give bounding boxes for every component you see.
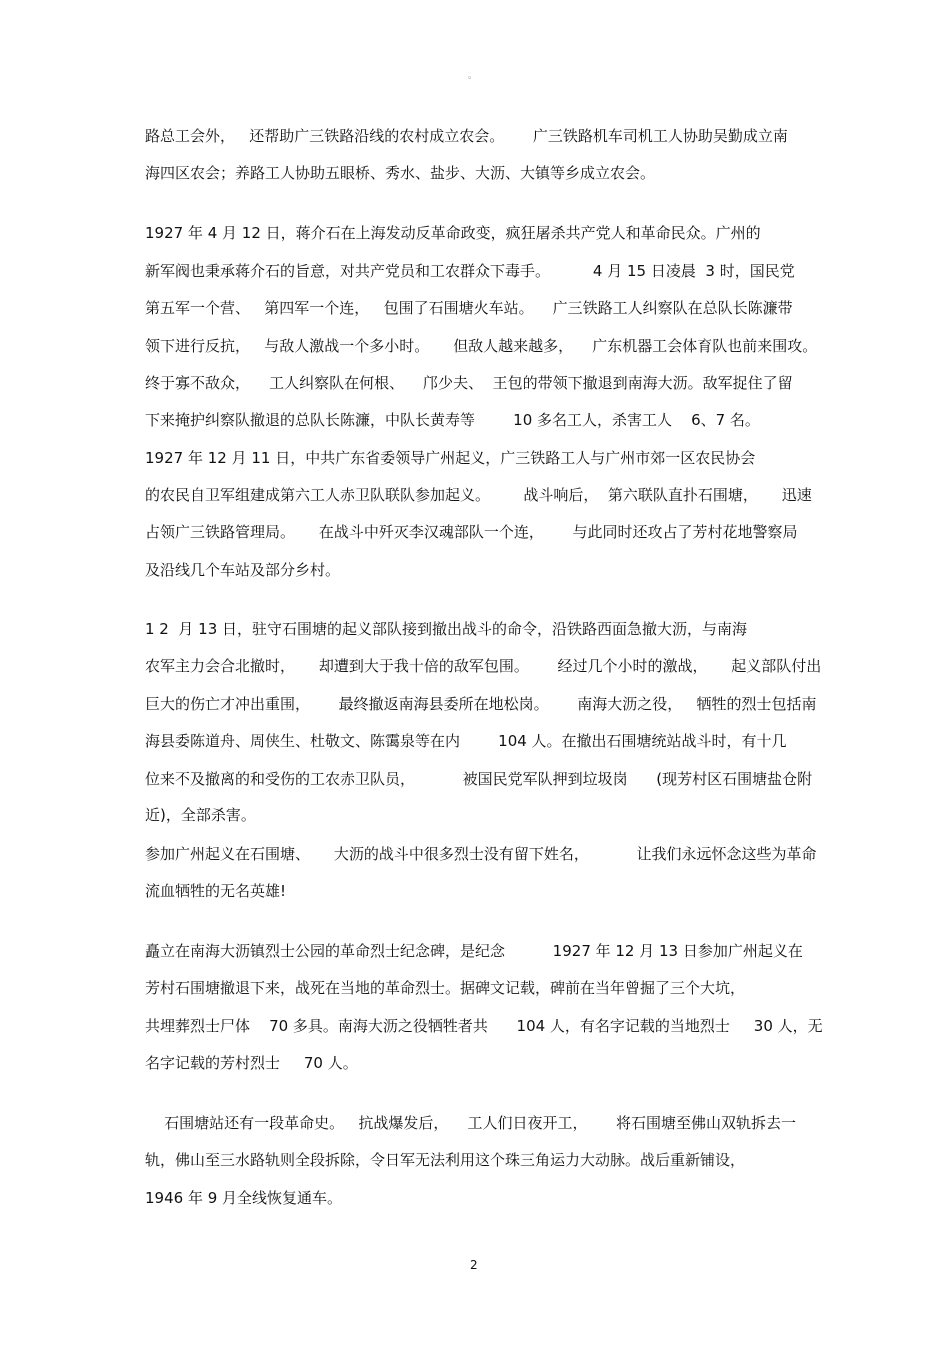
paragraph-line: 下来掩护纠察队撤退的总队长陈濂，中队长黄寿等 10 多名工人，杀害工人 6、7 名。: [145, 411, 760, 429]
paragraph-line: 流血牺牲的无名英雄!: [145, 882, 287, 900]
paragraph-line: 石围塘站还有一段革命史。 抗战爆发后， 工人们日夜开工， 将石围塘至佛山双轨拆去一: [145, 1114, 797, 1132]
page-number: 2: [470, 1258, 478, 1272]
paragraph-line: 领下进行反抗， 与敌人激战一个多小时。 但敌人越来越多， 广东机器工会体育队也前来围攻。: [145, 337, 818, 355]
paragraph-line: 1 2 月 13 日，驻守石围塘的起义部队接到撤出战斗的命令，沿铁路西面急撤大沥，与南海: [145, 620, 748, 638]
paragraph-line: 参加广州起义在石围塘、 大沥的战斗中很多烈士没有留下姓名， 让我们永远怀念这些为革命: [145, 845, 817, 863]
paragraph-line: 占领广三铁路管理局。 在战斗中歼灭李汉魂部队一个连， 与此同时还攻占了芳村花地警察局: [145, 523, 798, 541]
paragraph-line: 1946 年 9 月全线恢复通车。: [145, 1189, 343, 1207]
paragraph-line: 轨，佛山至三水路轨则全段拆除，令日军无法利用这个珠三角运力大动脉。战后重新铺设，: [145, 1151, 746, 1169]
paragraph-line: 新军阀也秉承蒋介石的旨意，对共产党员和工农群众下毒手。 4 月 15 日凌晨 3 时，国民党: [145, 262, 795, 280]
paragraph-line: 芳村石围塘撤退下来，战死在当地的革命烈士。据碑文记载，碑前在当年曾掘了三个大坑，: [145, 979, 746, 997]
paragraph-line: 矗立在南海大沥镇烈士公园的革命烈士纪念碑，是纪念 1927 年 12 月 13 日参加广州起义在: [145, 942, 803, 960]
paragraph-line: 终于寡不敌众， 工人纠察队在何根、 邝少夫、 王包的带领下撤退到南海大沥。敌军捉住了留: [145, 374, 793, 392]
paragraph-line: 及沿线几个车站及部分乡村。: [145, 561, 341, 579]
paragraph-line: 巨大的伤亡才冲出重围， 最终撤返南海县委所在地松岗。 南海大沥之役， 牺牲的烈士包括南: [145, 695, 817, 713]
paragraph-line: 共埋葬烈士尸体 70 多具。南海大沥之役牺牲者共 104 人，有名字记载的当地烈士 30 人，无: [145, 1017, 823, 1035]
paragraph-line: 路总工会外， 还帮助广三铁路沿线的农村成立农会。 广三铁路机车司机工人协助吴勤成立南: [145, 127, 788, 145]
paragraph-line: 1927 年 4 月 12 日，蒋介石在上海发动反革命政变，疯狂屠杀共产党人和革命民众。广州的: [145, 224, 761, 242]
paragraph-line: 第五军一个营、 第四军一个连， 包围了石围塘火车站。 广三铁路工人纠察队在总队长陈濂带: [145, 299, 793, 317]
paragraph-line: 名字记载的芳村烈士 70 人。: [145, 1054, 358, 1072]
paragraph-line: 农军主力会合北撤时， 却遭到大于我十倍的敌军包围。 经过几个小时的激战， 起义部队付出: [145, 657, 822, 675]
paragraph-line: 的农民自卫军组建成第六工人赤卫队联队参加起义。 战斗响后， 第六联队直扑石围塘， 迅速: [145, 486, 812, 504]
header-mark: 。: [468, 71, 478, 81]
paragraph-line: 近)，全部杀害。: [145, 806, 256, 824]
paragraph-line: 海四区农会；养路工人协助五眼桥、秀水、盐步、大沥、大镇等乡成立农会。: [145, 164, 656, 182]
paragraph-line: 位来不及撤离的和受伤的工农赤卫队员， 被国民党军队押到垃圾岗 (现芳村区石围塘盐仓附: [145, 770, 813, 788]
paragraph-line: 海县委陈道舟、周侠生、杜敬文、陈霭泉等在内 104 人。在撤出石围塘统站战斗时，有十几: [145, 732, 787, 750]
paragraph-line: 1927 年 12 月 11 日，中共广东省委领导广州起义，广三铁路工人与广州市郊一区农民协会: [145, 449, 756, 467]
